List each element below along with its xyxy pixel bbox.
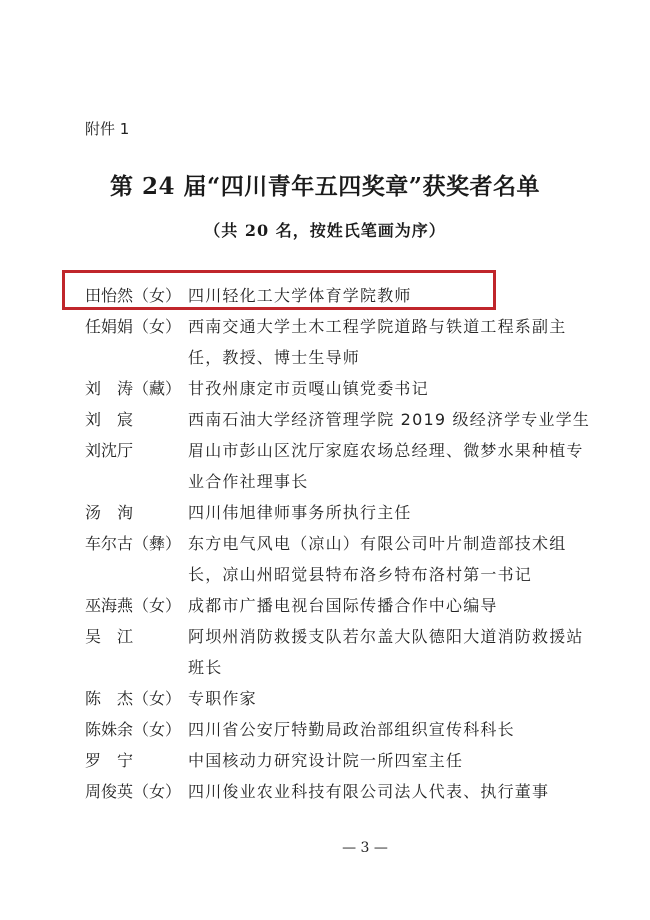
- recipient-description: 成都市广播电视台国际传播合作中心编导: [188, 596, 498, 615]
- list-item: [85, 435, 595, 497]
- recipient-description: 专职作家: [188, 689, 257, 708]
- recipient-name: 罗 宁: [85, 751, 134, 770]
- recipient-description: 眉山市彭山区沈厅家庭农场总经理、微梦水果种植专业合作社理事长: [188, 441, 584, 491]
- list-item: [85, 373, 595, 404]
- list-item: [85, 621, 595, 683]
- recipient-name: 任娟娟（女）: [85, 317, 182, 336]
- recipient-name: 吴 江: [85, 627, 134, 646]
- list-item: [85, 683, 595, 714]
- recipient-name: 汤 洵: [85, 503, 134, 522]
- recipient-description: 四川轻化工大学体育学院教师: [188, 286, 412, 305]
- recipient-description: 甘孜州康定市贡嘎山镇党委书记: [188, 379, 429, 398]
- document-title: 第 24 届“四川青年五四奖章”获奖者名单: [110, 173, 540, 200]
- recipient-name: 巫海燕（女）: [85, 596, 182, 615]
- list-item: [85, 714, 595, 745]
- recipient-description: 四川俊业农业科技有限公司法人代表、执行董事: [188, 782, 550, 801]
- list-item: [85, 497, 595, 528]
- recipient-description: 中国核动力研究设计院一所四室主任: [188, 751, 464, 770]
- list-item: [85, 528, 595, 590]
- list-item: [85, 311, 595, 373]
- page-number: — 3 —: [342, 840, 388, 856]
- attachment-label: 附件 1: [85, 120, 130, 138]
- list-item: [85, 280, 595, 311]
- recipient-name: 刘 宸: [85, 410, 134, 429]
- recipient-description: 阿坝州消防救援支队若尔盖大队德阳大道消防救援站班长: [188, 627, 584, 677]
- recipient-description: 东方电气风电（凉山）有限公司叶片制造部技术组长，凉山州昭觉县特布洛乡特布洛村第一书记: [188, 534, 567, 584]
- list-item: [85, 590, 595, 621]
- recipient-name: 陈 杰（女）: [85, 689, 182, 708]
- recipient-name: 刘 涛（藏）: [85, 379, 182, 398]
- recipient-description: 西南石油大学经济管理学院 2019 级经济学专业学生: [188, 410, 591, 429]
- recipient-name: 车尔古（彝）: [85, 534, 182, 553]
- recipient-description: 四川伟旭律师事务所执行主任: [188, 503, 412, 522]
- recipient-name: 周俊英（女）: [85, 782, 182, 801]
- list-item: [85, 404, 595, 435]
- recipient-description: 西南交通大学土木工程学院道路与铁道工程系副主任，教授、博士生导师: [188, 317, 567, 367]
- recipient-name: 陈姝余（女）: [85, 720, 182, 739]
- recipient-name: 刘沈厅: [85, 441, 134, 460]
- recipient-name: 田怡然（女）: [85, 286, 182, 305]
- list-item: [85, 745, 595, 776]
- document-subtitle: （共 20 名，按姓氏笔画为序）: [204, 221, 446, 240]
- list-item: [85, 776, 595, 807]
- recipient-list: [85, 280, 595, 807]
- recipient-description: 四川省公安厅特勤局政治部组织宣传科科长: [188, 720, 515, 739]
